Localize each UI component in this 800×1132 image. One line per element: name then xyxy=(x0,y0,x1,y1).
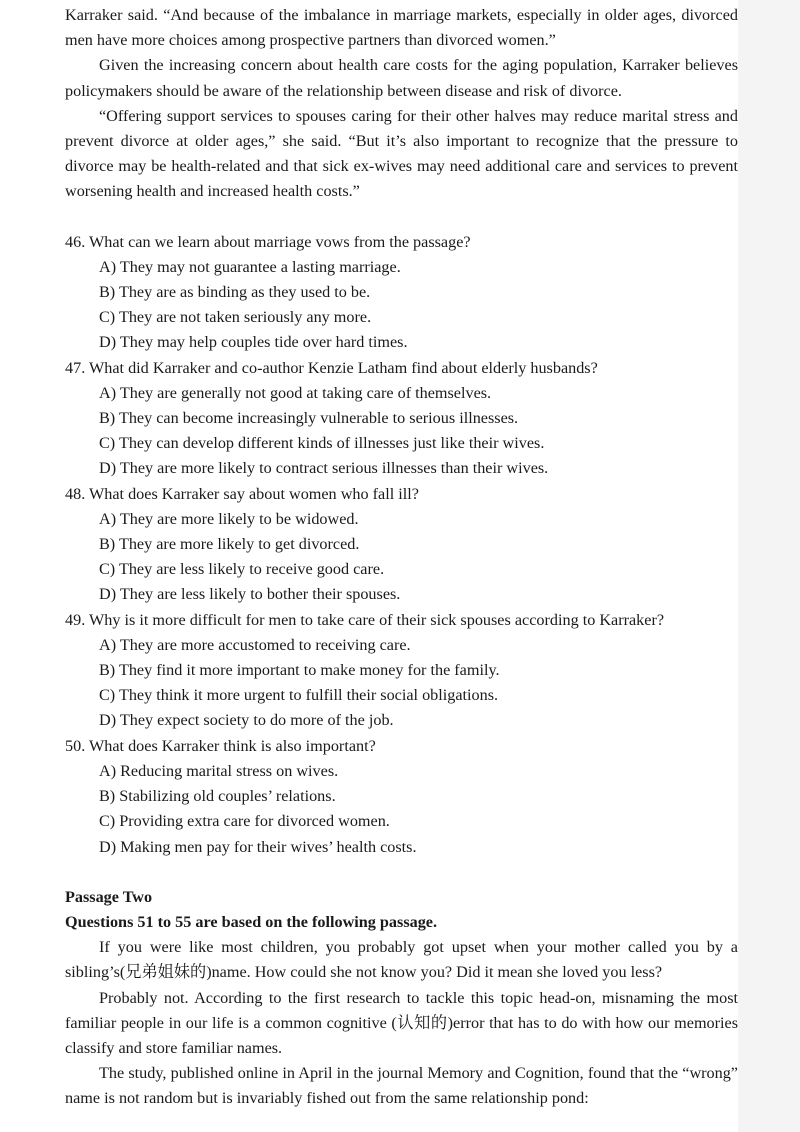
question-stem: 49. Why is it more difficult for men to take care of their sick spouses according to Karraker? xyxy=(65,610,665,629)
question-49 xyxy=(65,608,738,734)
answer-option: B) They can become increasingly vulnerable to serious illnesses. xyxy=(99,409,519,428)
answer-option: C) They are not taken seriously any more. xyxy=(99,308,372,327)
answer-option: D) They expect society to do more of the job. xyxy=(99,711,394,730)
document-content xyxy=(65,3,738,1112)
answer-option: D) They are more likely to contract serious illnesses than their wives. xyxy=(99,459,549,478)
answer-option: B) They are as binding as they used to be. xyxy=(99,283,371,302)
answer-option: C) They think it more urgent to fulfill their social obligations. xyxy=(99,686,499,705)
page-margin-shading xyxy=(738,0,800,1132)
blank-line xyxy=(65,860,738,885)
answer-option: C) They can develop different kinds of illnesses just like their wives. xyxy=(99,434,545,453)
question-stem: 47. What did Karraker and co-author Kenzie Latham find about elderly husbands? xyxy=(65,358,598,377)
answer-option: D) Making men pay for their wives’ health costs. xyxy=(99,837,417,856)
answer-option: B) Stabilizing old couples’ relations. xyxy=(99,787,336,806)
question-48 xyxy=(65,482,738,608)
answer-option: D) They may help couples tide over hard times. xyxy=(99,333,408,352)
question-50 xyxy=(65,734,738,860)
answer-option: A) They are generally not good at taking care of themselves. xyxy=(99,383,492,402)
answer-option: A) Reducing marital stress on wives. xyxy=(99,761,339,780)
passage-paragraph: Given the increasing concern about health care costs for the aging population, Karraker believes policymakers should be aware of the relationship between disease and risk of divorce. xyxy=(65,56,738,100)
answer-option: A) They may not guarantee a lasting marriage. xyxy=(99,257,401,276)
passage-one-ending xyxy=(65,3,738,205)
passage-paragraph: The study, published online in April in the journal Memory and Cognition, found that the “wrong” name is not random but is invariably fished out from the same relationship pond: xyxy=(65,1064,738,1108)
question-stem: 48. What does Karraker say about women who fall ill? xyxy=(65,484,419,503)
answer-option: D) They are less likely to bother their spouses. xyxy=(99,585,401,604)
answer-option: B) They find it more important to make money for the family. xyxy=(99,661,500,680)
passage-two xyxy=(65,885,738,1112)
answer-option: C) Providing extra care for divorced women. xyxy=(99,812,390,831)
answer-option: C) They are less likely to receive good care. xyxy=(99,560,385,579)
blank-line xyxy=(65,205,738,230)
passage-paragraph: Probably not. According to the first research to tackle this topic head-on, misnaming the most familiar people in our life is a common cognitive (认知的)error that has to do with how our memories classify and store familiar names. xyxy=(65,988,738,1057)
answer-option: B) They are more likely to get divorced. xyxy=(99,535,360,554)
question-stem: 46. What can we learn about marriage vows from the passage? xyxy=(65,232,471,251)
passage-paragraph: Karraker said. “And because of the imbalance in marriage markets, especially in older ages, divorced men have more choices among prospective partners than divorced women.” xyxy=(65,6,738,50)
section-title: Passage Two xyxy=(65,887,153,906)
passage-paragraph: If you were like most children, you probably got upset when your mother called you by a sibling’s(兄弟姐妹的)name. How could she not know you? Did it mean she loved you less? xyxy=(65,938,738,982)
question-block-46-50 xyxy=(65,230,738,860)
passage-paragraph: “Offering support services to spouses caring for their other halves may reduce marital stress and prevent divorce at older ages,” she said. “But it’s also important to recognize that the pressure to divorce may be health-related and that sick ex-wives may need additional care and services to prevent worsening health and increased health costs.” xyxy=(65,106,738,201)
answer-option: A) They are more accustomed to receiving care. xyxy=(99,635,411,654)
section-instruction: Questions 51 to 55 are based on the following passage. xyxy=(65,912,438,931)
question-stem: 50. What does Karraker think is also important? xyxy=(65,736,376,755)
question-47 xyxy=(65,356,738,482)
answer-option: A) They are more likely to be widowed. xyxy=(99,509,359,528)
question-46 xyxy=(65,230,738,356)
